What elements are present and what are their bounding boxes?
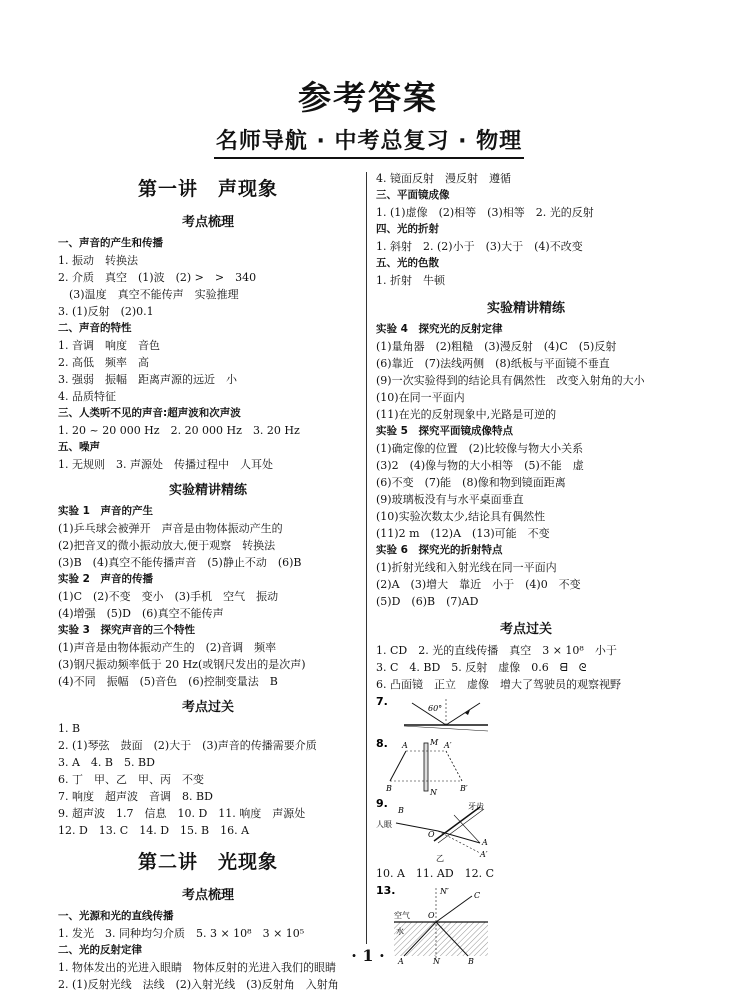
answer-line: (11)在光的反射现象中,光路是可逆的 bbox=[376, 408, 557, 421]
label-eye: 人眼 bbox=[376, 820, 392, 829]
answer-line: 1. 20 ~ 20 000 Hz 2. 20 000 Hz 3. 20 Hz bbox=[58, 424, 300, 437]
answer-line: (2)把音叉的微小振动放大,便于观察 转换法 bbox=[58, 539, 276, 552]
answer-line: (1)乒乓球会被弹开 声音是由物体振动产生的 bbox=[58, 522, 283, 535]
answer-line: (2)A (3)增大 靠近 小于 (4)0 不变 bbox=[376, 578, 581, 591]
answer-line: 3. (1)反射 (2)0.1 bbox=[58, 305, 154, 318]
answer-line: (1)C (2)不变 变小 (3)手机 空气 振动 bbox=[58, 590, 279, 603]
label-air: 空气 bbox=[394, 911, 410, 920]
label-B: B bbox=[468, 957, 474, 966]
answer-line: (9)玻璃板没有与水平桌面垂直 bbox=[376, 493, 524, 506]
answer-line: (6)靠近 (7)法线两侧 (8)纸板与平面镜不垂直 bbox=[376, 357, 610, 370]
answer-line: 6. 凸面镜 正立 虚像 增大了驾驶员的观察视野 bbox=[376, 678, 621, 691]
label-B: B bbox=[398, 806, 404, 815]
figure-7 bbox=[376, 695, 676, 735]
answer-line: (5)D (6)B (7)AD bbox=[376, 595, 479, 608]
figure-7-number: 7. bbox=[376, 695, 388, 708]
answer-line: (3)2 (4)像与物的大小相等 (5)不能 虚 bbox=[376, 459, 584, 472]
answer-line: 1. 振动 转换法 bbox=[58, 254, 138, 267]
figure-8-number: 8. bbox=[376, 737, 388, 750]
subtitle-underline bbox=[214, 157, 524, 159]
label-N: N bbox=[430, 788, 437, 795]
subtitle-text: 名师导航 · 中考总复习 · 物理 bbox=[215, 129, 523, 154]
label-A: A bbox=[398, 957, 404, 966]
label-A-prime: A′ bbox=[480, 850, 488, 859]
lecture-1-heading: 第一讲 声现象 bbox=[137, 178, 278, 200]
answer-line: 9. 超声波 1.7 信息 10. D 11. 响度 声源处 bbox=[58, 807, 306, 820]
answer-line: 2. (1)琴弦 鼓面 (2)大于 (3)声音的传播需要介质 bbox=[58, 739, 317, 752]
answer-line: (4)增强 (5)D (6)真空不能传声 bbox=[58, 607, 224, 620]
answer-line: 7. 响度 超声波 音调 8. BD bbox=[58, 790, 213, 803]
answer-line: (6)不变 (7)能 (8)像和物到镜面距离 bbox=[376, 476, 566, 489]
answer-line: 2. 高低 频率 高 bbox=[58, 356, 149, 369]
figure-7-angle: 60° bbox=[428, 704, 443, 713]
left-column bbox=[58, 170, 358, 993]
subsection-heading: 二、光的反射定律 bbox=[58, 944, 142, 956]
answer-line: (1)确定像的位置 (2)比较像与物大小关系 bbox=[376, 442, 584, 455]
answer-line: 1. 斜射 2. (2)小于 (3)大于 (4)不改变 bbox=[376, 240, 583, 253]
answer-line: 6. 丁 甲、乙 甲、丙 不变 bbox=[58, 773, 204, 786]
answer-line: 4. 品质特征 bbox=[58, 390, 116, 403]
label-A: A bbox=[402, 741, 408, 750]
figure-13-number: 13. bbox=[376, 884, 396, 897]
answer-line: (1)量角器 (2)粗糙 (3)漫反射 (4)C (5)反射 bbox=[376, 340, 617, 353]
answer-line: (3)B (4)真空不能传播声音 (5)静止不动 (6)B bbox=[58, 556, 302, 569]
subsection-heading: 三、人类听不见的声音:超声波和次声波 bbox=[58, 407, 241, 419]
subsection-heading: 三、平面镜成像 bbox=[376, 189, 450, 201]
figure-9-number: 9. bbox=[376, 797, 388, 810]
experiment-heading: 实验 4 探究光的反射定律 bbox=[376, 323, 503, 335]
lecture-2-heading: 第二讲 光现象 bbox=[137, 851, 278, 873]
section-heading: 考点梳理 bbox=[181, 215, 234, 230]
answer-line: 1. 折射 牛顿 bbox=[376, 274, 445, 287]
label-O: O bbox=[428, 830, 435, 839]
subsection-heading: 五、噪声 bbox=[58, 441, 100, 453]
answer-line: 1. 无规则 3. 声源处 传播过程中 人耳处 bbox=[58, 458, 273, 471]
label-A-prime: A′ bbox=[444, 741, 452, 750]
answer-line: (3)钢尺振动频率低于 20 Hz(或钢尺发出的是次声) bbox=[58, 658, 306, 671]
answer-line: 1. 发光 3. 同种均匀介质 5. 3 × 10⁸ 3 × 10⁵ bbox=[58, 927, 305, 940]
label-A: A bbox=[482, 838, 488, 847]
answer-line: 2. (1)反射光线 法线 (2)入射光线 (3)反射角 入射角 bbox=[58, 978, 339, 991]
label-C: C bbox=[474, 891, 481, 900]
answer-line: (1)声音是由物体振动产生的 (2)音调 频率 bbox=[58, 641, 277, 654]
subsection-heading: 五、光的色散 bbox=[376, 257, 439, 269]
book-subtitle bbox=[214, 128, 524, 158]
answer-line: (10)在同一平面内 bbox=[376, 391, 465, 404]
label-N-prime: N′ bbox=[440, 887, 449, 896]
section-heading: 考点过关 bbox=[499, 622, 552, 637]
answer-line: (4)不同 振幅 (5)音色 (6)控制变量法 B bbox=[58, 675, 278, 688]
answer-line: 3. C 4. BD 5. 反射 虚像 0.6 ᗺ ᘓ bbox=[376, 661, 587, 674]
answer-line: (1)折射光线和入射光线在同一平面内 bbox=[376, 561, 557, 574]
answer-line: 12. D 13. C 14. D 15. B 16. A bbox=[58, 824, 250, 837]
column-divider bbox=[366, 172, 367, 944]
answer-line: (10)实验次数太少,结论具有偶然性 bbox=[376, 510, 546, 523]
answer-line: 1. CD 2. 光的直线传播 真空 3 × 10⁸ 小于 bbox=[376, 644, 617, 657]
page-title: 参考答案 bbox=[298, 78, 438, 117]
label-M: M bbox=[430, 738, 439, 747]
section-heading: 实验精讲精练 bbox=[486, 301, 565, 316]
answer-line: 3. 强弱 振幅 距离声源的远近 小 bbox=[58, 373, 237, 386]
experiment-heading: 实验 2 声音的传播 bbox=[58, 573, 153, 585]
subsection-heading: 二、声音的特性 bbox=[58, 322, 132, 334]
answer-line: (3)温度 真空不能传声 实验推理 bbox=[58, 288, 239, 301]
label-B: B bbox=[386, 784, 392, 793]
answer-line: 1. B bbox=[58, 722, 81, 735]
label-N: N bbox=[433, 957, 440, 966]
answer-line: (11)2 m (12)A (13)可能 不变 bbox=[376, 527, 550, 540]
label-water: 水 bbox=[396, 927, 404, 936]
answer-line: (9)一次实验得到的结论具有偶然性 改变入射角的大小 bbox=[376, 374, 645, 387]
figure-9-caption: 乙 bbox=[436, 854, 444, 863]
experiment-heading: 实验 1 声音的产生 bbox=[58, 505, 153, 517]
experiment-heading: 实验 5 探究平面镜成像特点 bbox=[376, 425, 513, 437]
right-column bbox=[376, 170, 676, 968]
page-number: · 1 · bbox=[351, 946, 385, 965]
answer-line: 4. 镜面反射 漫反射 遵循 bbox=[376, 172, 511, 185]
subsection-heading: 四、光的折射 bbox=[376, 223, 439, 235]
section-heading: 实验精讲精练 bbox=[168, 483, 247, 498]
answer-line: 1. (1)虚像 (2)相等 (3)相等 2. 光的反射 bbox=[376, 206, 594, 219]
label-O: O bbox=[428, 911, 435, 920]
label-tooth: 牙齿 bbox=[468, 802, 484, 811]
section-heading: 考点梳理 bbox=[181, 888, 234, 903]
subsection-heading: 一、声音的产生和传播 bbox=[58, 237, 163, 249]
section-heading: 考点过关 bbox=[181, 700, 234, 715]
answer-line: 10. A 11. AD 12. C bbox=[376, 867, 495, 880]
subsection-heading: 一、光源和光的直线传播 bbox=[58, 910, 174, 922]
experiment-heading: 实验 6 探究光的折射特点 bbox=[376, 544, 503, 556]
answer-line: 1. 音调 响度 音色 bbox=[58, 339, 160, 352]
figure-9 bbox=[376, 797, 676, 863]
figure-8 bbox=[376, 737, 676, 795]
experiment-heading: 实验 3 探究声音的三个特性 bbox=[58, 624, 195, 636]
answer-line: 2. 介质 真空 (1)波 (2) > > 340 bbox=[58, 271, 257, 284]
label-B-prime: B′ bbox=[460, 784, 468, 793]
answer-line: 1. 物体发出的光进入眼睛 物体反射的光进入我们的眼睛 bbox=[58, 961, 336, 974]
answer-line: 3. A 4. B 5. BD bbox=[58, 756, 155, 769]
